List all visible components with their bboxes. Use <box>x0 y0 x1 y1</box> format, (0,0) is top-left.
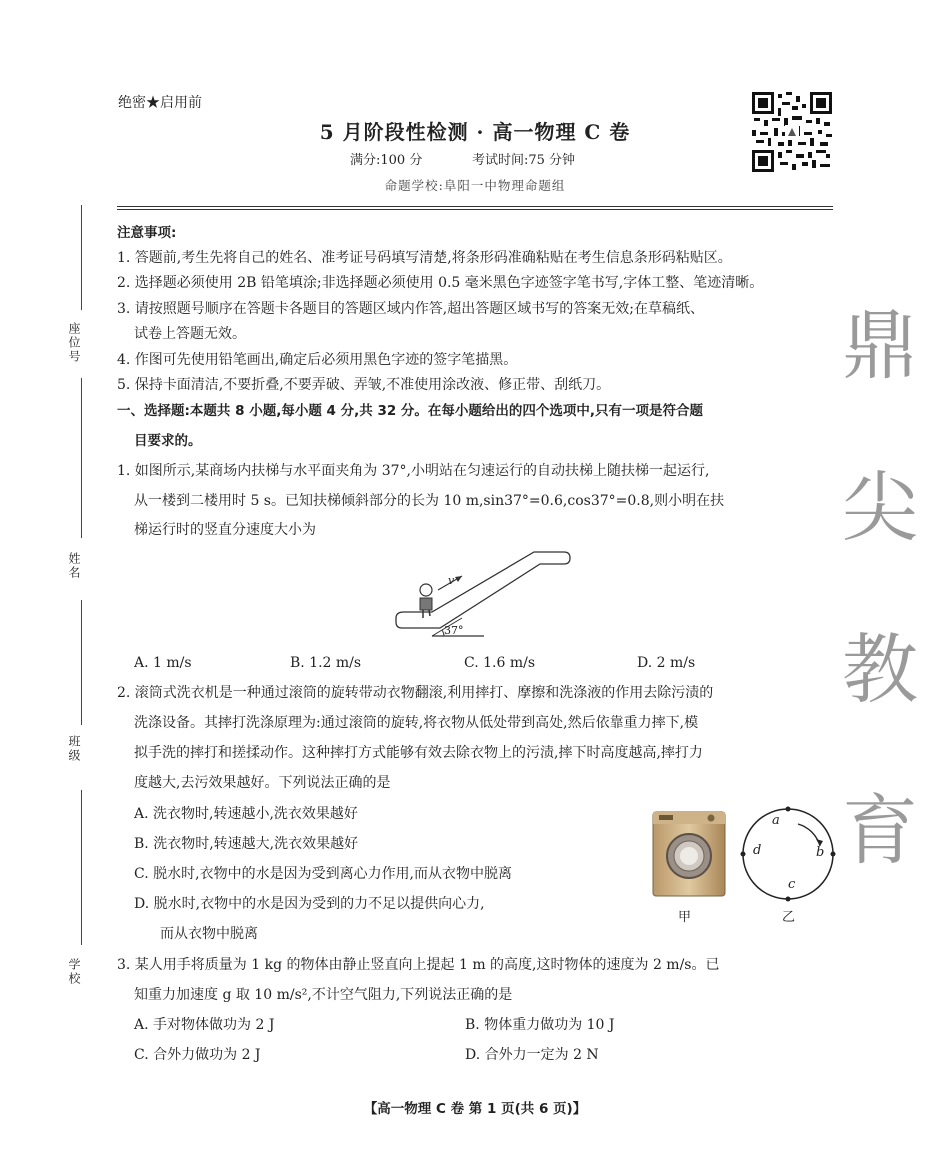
figure-yi-label: 乙 <box>782 910 796 925</box>
binding-line <box>81 600 82 725</box>
question-1-text: 1. 如图所示,某商场内扶梯与水平面夹角为 37°,小明站在匀速运行的自动扶梯上随扶梯一起运行, <box>117 463 710 479</box>
exam-time: 考试时间:75 分钟 <box>472 153 576 168</box>
watermark-char: 鼎 <box>842 301 918 390</box>
question-2-text: 洗涤设备。其摔打洗涤原理为:通过滚筒的旋转,将衣物从低处带到高处,然后依靠重力摔下,模 <box>134 715 699 731</box>
side-label-seat: 座位号 <box>67 322 81 364</box>
exam-title: 5 月阶段性检测 · 高一物理 C 卷 <box>319 120 631 144</box>
note-item: 3. 请按照题号顺序在答题卡各题目的答题区域内作答,超出答题区域书写的答案无效;在草稿纸、 <box>117 301 704 317</box>
velocity-label: v <box>448 574 455 587</box>
option-c: C. 1.6 m/s <box>464 655 536 671</box>
question-1-text: 梯运行时的竖直分速度大小为 <box>134 522 316 538</box>
note-item: 1. 答题前,考生先将自己的姓名、准考证号码填写清楚,将条形码准确粘贴在考生信息条形码粘贴区。 <box>117 250 732 266</box>
watermark-char: 尖 <box>842 463 918 552</box>
question-2-text: 2. 滚筒式洗衣机是一种通过滚筒的旋转带动衣物翻滚,利用摔打、摩擦和洗涤液的作用去除污渍的 <box>117 685 714 701</box>
section-heading: 一、选择题:本题共 8 小题,每小题 4 分,共 32 分。在每小题给出的四个选项中,只有一项是符合题 <box>117 403 704 419</box>
point-c-label: c <box>788 877 796 892</box>
option-a: A. 洗衣物时,转速越小,洗衣效果越好 <box>134 806 358 822</box>
section-heading-continued: 目要求的。 <box>134 433 202 449</box>
option-d-continued: 而从衣物中脱离 <box>160 926 258 942</box>
note-item: 2. 选择题必须使用 2B 铅笔填涂;非选择题必须使用 0.5 毫米黑色字迹签字笔书写,字体工整、笔迹清晰。 <box>117 275 764 291</box>
side-label-school: 学校 <box>67 958 81 986</box>
option-b: B. 洗衣物时,转速越大,洗衣效果越好 <box>134 836 359 852</box>
note-item: 4. 作图可先使用铅笔画出,确定后必须用黑色字迹的签字笔描黑。 <box>117 352 518 368</box>
binding-line <box>81 378 82 538</box>
watermark-char: 教 <box>842 625 918 714</box>
question-3-text: 知重力加速度 g 取 10 m/s²,不计空气阻力,下列说法正确的是 <box>134 987 513 1003</box>
note-item: 5. 保持卡面清洁,不要折叠,不要弄破、弄皱,不准使用涂改液、修正带、刮纸刀。 <box>117 377 611 393</box>
point-b-label: b <box>816 845 825 860</box>
page-footer: 【高一物理 C 卷 第 1 页(共 6 页)】 <box>363 1101 587 1117</box>
option-b: B. 1.2 m/s <box>290 655 362 671</box>
security-label: 绝密★启用前 <box>118 95 202 111</box>
side-label-name: 姓名 <box>67 552 81 580</box>
side-label-class: 班级 <box>67 735 81 763</box>
binding-line <box>81 790 82 945</box>
figure-jia-label: 甲 <box>678 910 692 925</box>
question-3-text: 3. 某人用手将质量为 1 kg 的物体由静止竖直向上提起 1 m 的高度,这时物体的速度为 2 m/s。已 <box>117 957 720 973</box>
point-a-label: a <box>772 813 780 828</box>
question-1-text: 从一楼到二楼用时 5 s。已知扶梯倾斜部分的长为 10 m,sin37°=0.6,cos37°=0.8,则小明在扶 <box>134 493 725 509</box>
note-item-continued: 试卷上答题无效。 <box>134 326 246 342</box>
header-rule-2 <box>117 209 833 210</box>
header-rule <box>117 206 833 207</box>
option-d: D. 合外力一定为 2 N <box>465 1047 599 1063</box>
point-d-label: d <box>753 843 762 858</box>
option-d: D. 脱水时,衣物中的水是因为受到的力不足以提供向心力, <box>134 896 485 912</box>
notes-heading: 注意事项: <box>117 225 177 241</box>
option-c: C. 合外力做功为 2 J <box>134 1047 261 1063</box>
question-2-text: 度越大,去污效果越好。下列说法正确的是 <box>134 775 391 791</box>
option-a: A. 手对物体做功为 2 J <box>134 1017 275 1033</box>
escalator-figure <box>392 546 582 646</box>
full-score: 满分:100 分 <box>350 153 423 168</box>
school-line: 命题学校:阜阳一中物理命题组 <box>384 178 566 193</box>
question-2-text: 拟手洗的摔打和搓揉动作。这种摔打方式能够有效去除衣物上的污渍,摔下时高度越高,摔打力 <box>134 745 703 761</box>
option-d: D. 2 m/s <box>637 655 696 671</box>
binding-line <box>81 205 82 310</box>
washing-machine-figure <box>651 810 727 898</box>
angle-label: 37° <box>444 624 464 637</box>
option-b: B. 物体重力做功为 10 J <box>465 1017 615 1033</box>
option-a: A. 1 m/s <box>134 655 192 671</box>
watermark-char: 育 <box>842 786 918 875</box>
option-c: C. 脱水时,衣物中的水是因为受到离心力作用,而从衣物中脱离 <box>134 866 513 882</box>
qr-code-icon <box>752 92 832 172</box>
